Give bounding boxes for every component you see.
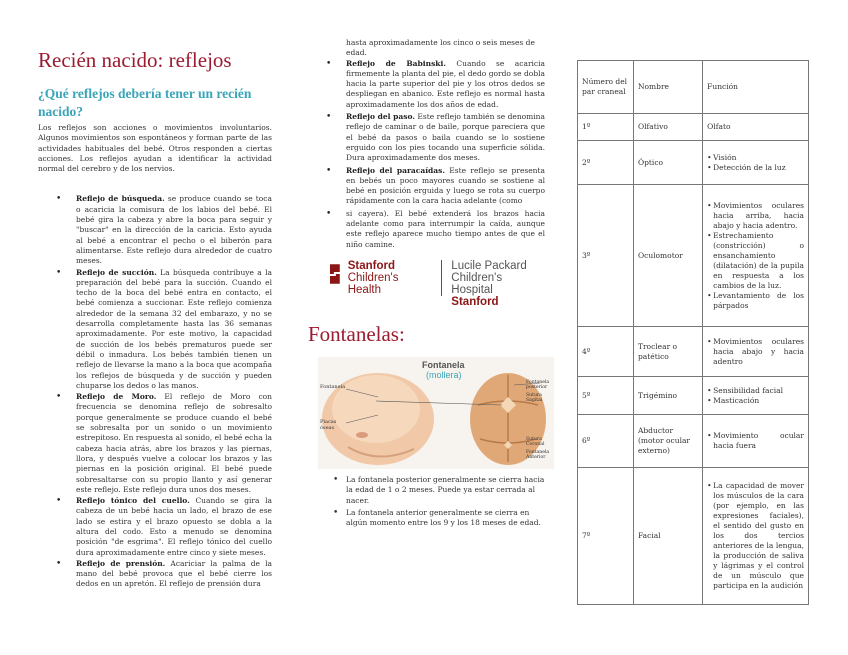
- cell-name: Abductor (motor ocular externo): [633, 415, 702, 468]
- cranial-nerves-table: [577, 60, 809, 605]
- intro-paragraph: Los reflejos son acciones o movimientos involuntarios. Algunos movimientos son espontáneos y forman parte de las actividades habituales del bebé. Otros responden a ciertas acciones. Los reflejos ayudan a identificar la actividad normal del cerebro y de los nervios.: [38, 123, 272, 174]
- function-item: • Sensibilidad facial: [707, 386, 804, 396]
- reflex-name: Reflejo de prensión.: [76, 558, 166, 568]
- column-reflexes-1: [38, 48, 272, 591]
- table-row: [578, 141, 809, 185]
- fontanela-list: [308, 475, 545, 528]
- cell-number: 6º: [578, 415, 634, 468]
- function-item: • Estrechamiento (constricción) o ensanchamiento (dilatación) de la pupila en respuesta a los cambios de la luz.: [707, 231, 804, 291]
- reflex-list-continued: [308, 59, 545, 250]
- lucile-packard-wordmark: Lucile Packard Children's Hospital Stanford: [451, 259, 527, 308]
- function-item: • Movimientos oculares hacia abajo y hacia adentro: [707, 337, 804, 367]
- function-list: [707, 386, 804, 406]
- label-fontanela-anterior: Fontanela Anterior: [526, 449, 550, 461]
- cell-name: Facial: [633, 468, 702, 605]
- figure-subtitle: (mollera): [426, 369, 462, 380]
- function-item: • Levantamiento de los párpados: [707, 291, 804, 311]
- reflex-name: Reflejo de succión.: [76, 267, 157, 277]
- cell-function: [703, 141, 809, 185]
- list-item: [346, 112, 545, 163]
- reflex-name: Reflejo de Babinski.: [346, 58, 446, 68]
- reflex-description: Cuando se gira la cabeza de un bebé hacia un lado, el brazo de ese lado se estira y el brazo opuesto se dobla a la altura del codo. Esto a menudo se denomina posición "de esgrima". El reflejo tónico del cuello dura aproximadamente entre cinco y siete meses.: [76, 496, 273, 557]
- cell-name: Oculomotor: [633, 185, 702, 327]
- stanford-logo: [328, 260, 545, 308]
- list-item: [76, 496, 272, 558]
- table-row: [578, 114, 809, 141]
- cell-number: 7º: [578, 468, 634, 605]
- reflex-name: Reflejo de Moro.: [76, 392, 157, 402]
- reflex-name: Reflejo del paso.: [346, 112, 415, 122]
- stanford-childrens-health-wordmark: Stanford Children's Health: [347, 259, 399, 296]
- function-list: [707, 337, 804, 367]
- cell-name: Olfativo: [633, 114, 702, 141]
- cell-function: [703, 327, 809, 377]
- function-list: [707, 153, 804, 173]
- function-item: • Masticación: [707, 396, 804, 406]
- list-item: [76, 194, 272, 266]
- header-name: Nombre: [633, 61, 702, 114]
- function-list: [707, 431, 804, 451]
- function-item: • Detección de la luz: [707, 163, 804, 173]
- cell-name: Óptico: [633, 141, 702, 185]
- list-item: [346, 209, 545, 250]
- reflex-description: se produce cuando se toca o acaricia la comisura de los labios del bebé. El bebé gira la cabeza y abre la boca para seguir y "buscar" en la dirección de la caricia. Esto ayuda al bebé a encontrar el pecho o el biberón para alimentarse. Este reflejo dura alrededor de cuatro meses.: [76, 194, 272, 266]
- reflex-description: si cayera). El bebé extenderá los brazos hacia adelante como para interrumpir la caída, aunque este reflejo aparece mucho tiempo antes de que el niño camine.: [346, 208, 545, 249]
- function-item: • La capacidad de mover los músculos de la cara (por ejemplo, en las expresiones faciales), el sentido del gusto en los dos tercios anteriores de la lengua, la producción de saliva y lágrimas y el control de un músculo que participa en la audición: [707, 481, 804, 591]
- list-item: • La fontanela anterior generalmente se cierra en algún momento entre los 9 y los 18 meses de edad.: [346, 508, 545, 529]
- reflex-description: El reflejo de Moro con frecuencia se denomina reflejo de sobresalto porque generalmente se produce cuando el bebé se sobresalta por un sonido o un movimiento estrepitoso. En respuesta al sonido, el bebé echa la cabeza hacia atrás, abre los brazos y las piernas, llora, y después vuelve a colocar los brazos y las piernas en la posición original. El bebé puede sobresaltarse con su propio llanto y así generar este reflejo. Este reflejo dura unos dos meses.: [76, 392, 273, 494]
- table-row: [578, 415, 809, 468]
- header-number: Número del par craneal: [578, 61, 634, 114]
- cell-function: [703, 185, 809, 327]
- stanford-tree-icon: [328, 262, 342, 286]
- table-header-row: [578, 61, 809, 114]
- cell-number: 1º: [578, 114, 634, 141]
- cell-name: Troclear o patético: [633, 327, 702, 377]
- function-text: Olfato: [707, 122, 731, 131]
- cell-name: Trigémino: [633, 377, 702, 415]
- cell-number: 5º: [578, 377, 634, 415]
- function-list: [707, 481, 804, 591]
- list-item: [76, 268, 272, 392]
- list-item: [76, 559, 272, 590]
- reflex-description: Acariciar la palma de la mano del bebé provoca que el bebé cierre los dedos en un apretón. El reflejo de prensión dura: [76, 558, 272, 589]
- list-item: [346, 166, 545, 207]
- label-sutura-sagital: Sutura Sagital: [526, 392, 543, 404]
- label-sutura-coronal: Sutura Coronal: [526, 436, 545, 448]
- cell-function: [703, 468, 809, 605]
- function-item: • Visión: [707, 153, 804, 163]
- function-item: • Movimientos oculares hacia arriba, hacia abajo y hacia adentro.: [707, 201, 804, 231]
- section-subtitle: ¿Qué reflejos debería tener un recién nacido?: [38, 86, 252, 119]
- reflex-list: [38, 194, 272, 589]
- table-row: [578, 377, 809, 415]
- table-row: [578, 185, 809, 327]
- reflex-description: Cuando se acaricia firmemente la planta del pie, el dedo gordo se dobla hacia la parte superior del pie y los otros dedos se despliegan en abanico. Este reflejo es normal hasta aproximadamente los dos años de edad.: [346, 58, 545, 109]
- header-function: Función: [703, 61, 809, 114]
- function-item: • Movimiento ocular hacia fuera: [707, 431, 804, 451]
- label-placas-oseas: Placas óseas: [320, 418, 337, 431]
- table-row: [578, 468, 809, 605]
- list-item: [76, 392, 272, 495]
- label-fontanela-posterior: Fontanela posterior: [526, 379, 550, 391]
- reflex-description: Este reflejo también se denomina reflejo de caminar o de baile, porque pareciera que el bebé da pasos o baila cuando se lo sostiene erguido con los pies tocando una superficie sólida. Dura aproximadamente dos meses.: [346, 112, 545, 163]
- cell-function: [703, 415, 809, 468]
- list-item: [346, 59, 545, 110]
- cell-number: 3º: [578, 185, 634, 327]
- table-row: [578, 327, 809, 377]
- figure-title: Fontanela: [422, 359, 465, 370]
- list-item: • La fontanela posterior generalmente se cierra hacia la edad de 1 o 2 meses. Puede ya estar cerrada al nacer.: [346, 475, 545, 506]
- reflex-name: Reflejo tónico del cuello.: [76, 496, 190, 506]
- reflex-name: Reflejo de búsqueda.: [76, 194, 165, 204]
- reflex-name: Reflejo del paracaídas.: [346, 165, 445, 175]
- cell-function: [703, 377, 809, 415]
- continuation-text: hasta aproximadamente los cinco o seis meses de edad.: [346, 38, 535, 58]
- page-title: Recién nacido: reflejos: [38, 48, 232, 72]
- cell-function: [703, 114, 809, 141]
- logo-divider: [441, 260, 442, 296]
- function-list: [707, 201, 804, 311]
- cell-number: 4º: [578, 327, 634, 377]
- label-fontanela: Fontanela: [320, 383, 346, 390]
- column-reflexes-2: [308, 38, 550, 530]
- fontanela-illustration: [318, 357, 554, 469]
- fontanelas-title: Fontanelas:: [308, 321, 405, 346]
- cell-number: 2º: [578, 141, 634, 185]
- reflex-description: La búsqueda contribuye a la preparación del bebé para la succión. Cuando el techo de la boca del bebé entra en contacto, el bebé comienza a succionar. Este reflejo comienza alrededor de la semana 32 del embarazo, y no se desarrolla completamente hasta las 36 semanas aproximadamente. Por este motivo, la capacidad de succión de los bebés prematuros puede ser débil o inmadura. Los bebés también tienen un reflejo de llevarse la mano a la boca que acompaña los reflejos de búsqueda y de succión y pueden chuparse los dedos o las manos.: [76, 267, 272, 390]
- reflex-description: Este reflejo se presenta en bebés un poco mayores cuando se sostiene al bebé en posición erguida y luego se rota su cuerpo rápidamente con la cara hacia adelante (como: [346, 165, 545, 206]
